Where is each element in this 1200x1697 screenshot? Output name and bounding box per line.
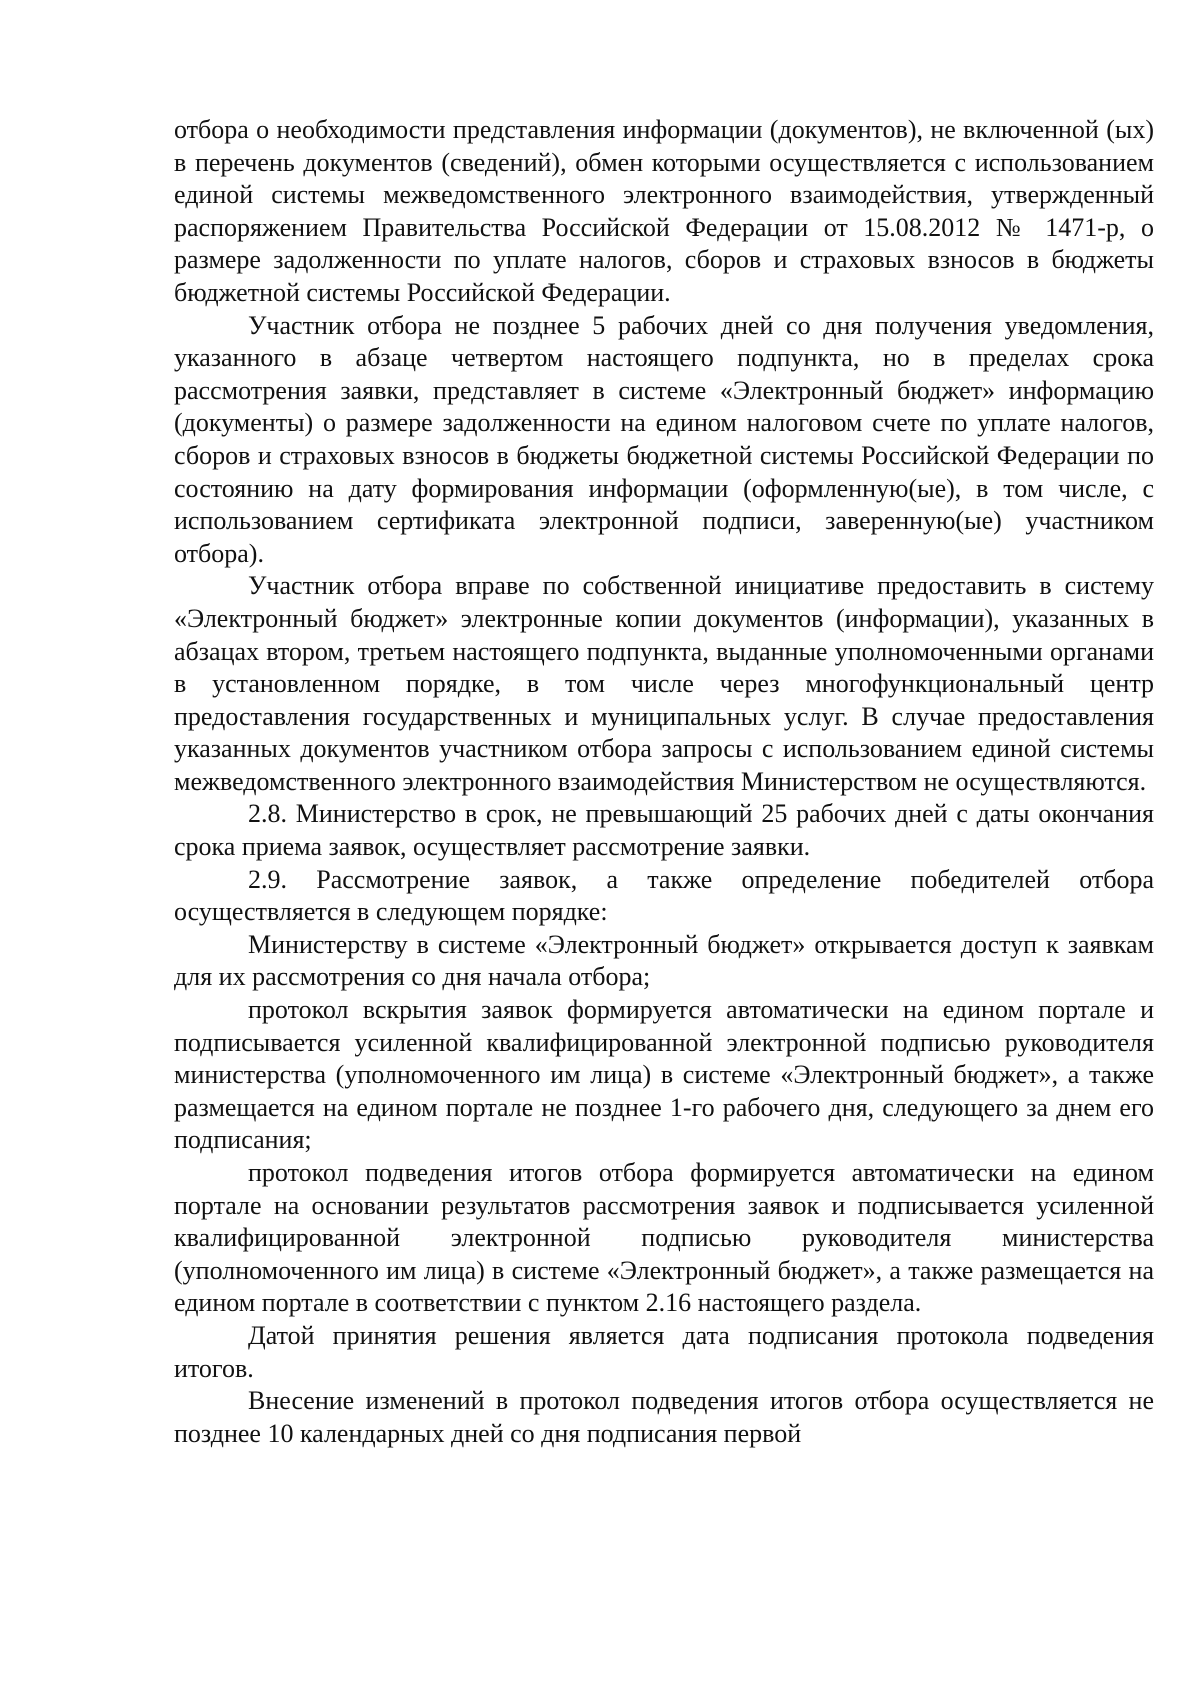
paragraph-6: Министерству в системе «Электронный бюджет» открывается доступ к заявкам для их рассмотрения со дня начала отбора; (174, 929, 1154, 992)
paragraph-10: Внесение изменений в протокол подведения итогов отбора осуществляется не позднее 10 календарных дней со дня подписания первой (174, 1386, 1154, 1448)
paragraph-4: 2.8. Министерство в срок, не превышающий 25 рабочих дней с даты окончания срока приема заявок, осуществляет рассмотрение заявки. (174, 799, 1154, 862)
document-page (174, 114, 1154, 1450)
paragraph-9: Датой принятия решения является дата подписания протокола подведения итогов. (174, 1320, 1154, 1383)
paragraph-1: отбора о необходимости представления информации (документов), не включенной (ых) в перечень документов (сведений), обмен которыми осуществляется с использованием единой системы межведомственного электронного взаимодействия, утвержденный распоряжением Правительства Российской Федерации от 15.08.2012 № 1471-р, о размере задолженности по уплате налогов, сборов и страховых взносов в бюджеты бюджетной системы Российской Федерации. (174, 115, 1154, 307)
paragraph-8: протокол подведения итогов отбора формируется автоматически на едином портале на основании результатов рассмотрения заявок и подписывается усиленной квалифицированной электронной подписью руководителя министерства (уполномоченного им лица) в системе «Электронный бюджет», а также размещается на едином портале в соответствии с пунктом 2.16 настоящего раздела. (174, 1158, 1154, 1318)
paragraph-7: протокол вскрытия заявок формируется автоматически на едином портале и подписывается усиленной квалифицированной электронной подписью руководителя министерства (уполномоченного им лица) в системе «Электронный бюджет», а также размещается на едином портале не позднее 1-го рабочего дня, следующего за днем его подписания; (174, 995, 1154, 1155)
paragraph-2: Участник отбора не позднее 5 рабочих дней со дня получения уведомления, указанного в абзаце четвертом настоящего подпункта, но в пределах срока рассмотрения заявки, представляет в системе «Электронный бюджет» информацию (документы) о размере задолженности на едином налоговом счете по уплате налогов, сборов и страховых взносов в бюджеты бюджетной системы Российской Федерации по состоянию на дату формирования информации (оформленную(ые), в том числе, с использованием сертификата электронной подписи, заверенную(ые) участником отбора). (174, 310, 1154, 568)
paragraph-5: 2.9. Рассмотрение заявок, а также определение победителей отбора осуществляется в следующем порядке: (174, 864, 1154, 927)
paragraph-3: Участник отбора вправе по собственной инициативе предоставить в систему «Электронный бюджет» электронные копии документов (информации), указанных в абзацах втором, третьем настоящего подпункта, выданные уполномоченными органами в установленном порядке, в том числе через многофункциональный центр предоставления государственных и муниципальных услуг. В случае предоставления указанных документов участником отбора запросы с использованием единой системы межведомственного электронного взаимодействия Министерством не осуществляются. (174, 571, 1154, 796)
